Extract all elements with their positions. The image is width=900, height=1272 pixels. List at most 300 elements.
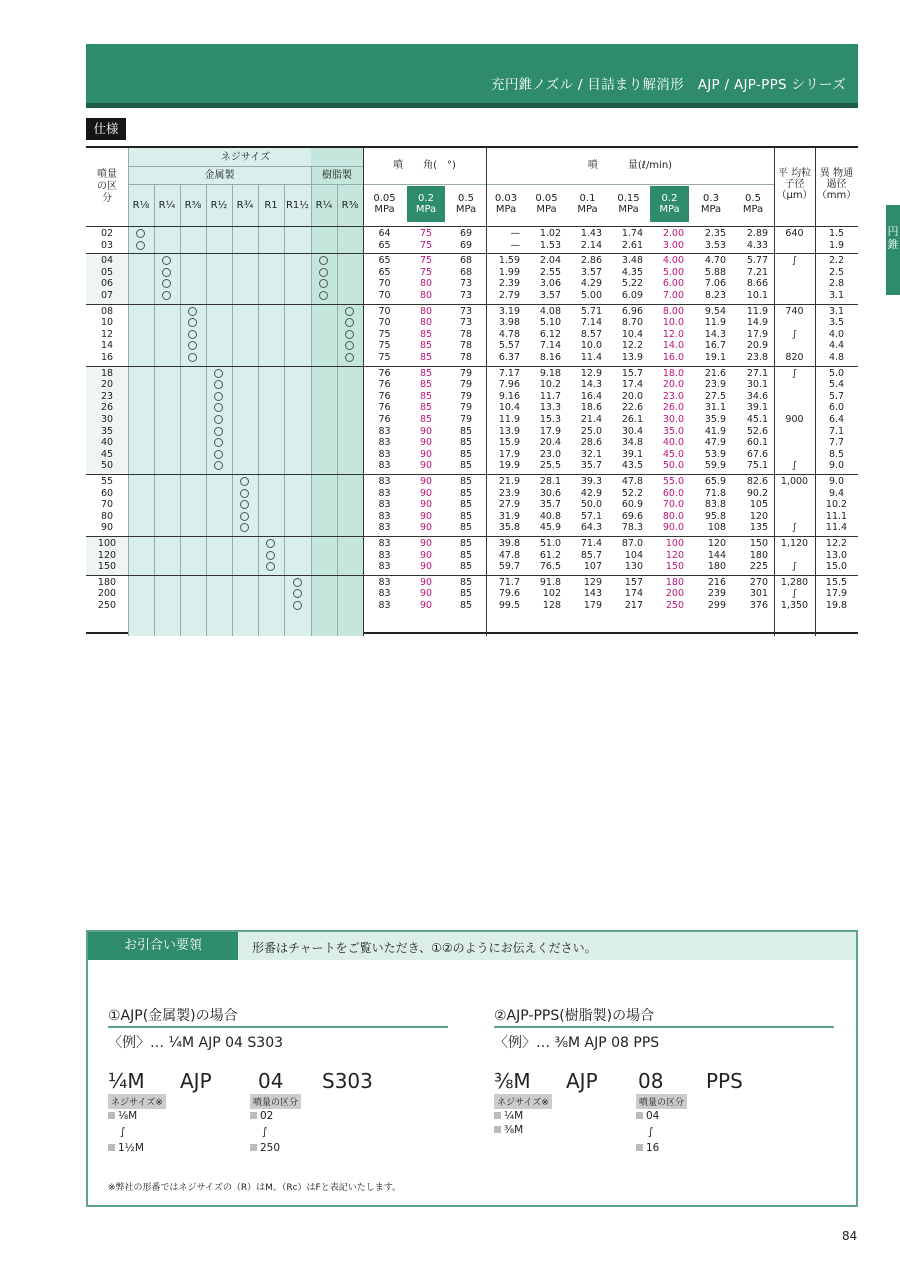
- spray-angle: 85: [459, 499, 473, 511]
- flow-rate: 2.00: [662, 228, 684, 239]
- spray-angle: 65: [378, 239, 391, 251]
- nozzle-code: 05: [100, 266, 114, 278]
- flow-rate: 45.1: [746, 414, 768, 425]
- header-metal: 金属製: [204, 169, 235, 181]
- passage-diameter: 11.1: [825, 510, 848, 522]
- flow-rate: 16.0: [662, 352, 684, 363]
- header-thread: ネジサイズ: [220, 151, 271, 163]
- flow-rate: 20.0: [662, 379, 684, 391]
- right-label-flow: 噴量の区分: [636, 1094, 687, 1109]
- group-rule: [86, 536, 858, 537]
- spray-angle: 83: [378, 538, 391, 549]
- thread-available-mark: [293, 589, 302, 598]
- flow-rate: 69.6: [621, 510, 643, 522]
- left-thread-option: 1½M: [108, 1142, 144, 1154]
- flow-rate: 143: [583, 588, 602, 600]
- header-flow-pressure: 0.1 MPa: [577, 193, 598, 215]
- rule: [154, 184, 155, 636]
- thread-available-mark: [293, 578, 302, 587]
- header-flow-pressure: 0.05 MPa: [535, 193, 558, 215]
- passage-diameter: 1.9: [828, 239, 845, 251]
- right-title: ②AJP-PPS(樹脂製)の場合: [494, 1008, 655, 1024]
- spray-angle: 79: [459, 367, 473, 379]
- flow-rate: 91.8: [539, 576, 561, 588]
- flow-rate: 9.18: [539, 367, 561, 379]
- flow-rate: 1.74: [621, 228, 643, 239]
- spray-angle: 85: [459, 510, 473, 522]
- spray-angle: 73: [459, 290, 473, 301]
- nozzle-code: 07: [100, 290, 114, 301]
- passage-diameter: 2.2: [828, 255, 845, 267]
- spray-angle: 64: [378, 228, 391, 239]
- spray-angle: 70: [378, 317, 391, 329]
- passage-diameter: 3.1: [828, 305, 845, 317]
- passage-diameter: 4.4: [828, 340, 845, 352]
- spray-angle: 90: [419, 460, 433, 472]
- flow-rate: 75.1: [746, 460, 768, 472]
- thread-available-mark: [345, 330, 354, 339]
- particle-size: ∫: [792, 522, 797, 534]
- spray-angle: 80: [419, 317, 433, 329]
- flow-rate: 3.57: [539, 290, 561, 301]
- particle-size: ∫: [792, 561, 797, 573]
- thread-available-mark: [214, 427, 223, 436]
- passage-diameter: 6.4: [828, 414, 845, 425]
- flow-rate: 28.1: [539, 476, 561, 487]
- header-thread-size: R1½: [285, 199, 309, 211]
- right-flow-option: 16: [636, 1142, 659, 1154]
- flow-rate: 1.43: [580, 228, 602, 239]
- left-part-flow: 04: [258, 1069, 284, 1093]
- flow-rate: 34.6: [746, 390, 768, 402]
- nozzle-code: 180: [97, 576, 117, 588]
- spray-angle: 90: [419, 588, 433, 600]
- flow-rate: 120: [707, 538, 726, 549]
- flow-rate: 4.33: [746, 239, 768, 251]
- right-part-size: ⅜M: [494, 1069, 531, 1093]
- flow-rate: 299: [707, 600, 726, 611]
- flow-rate: 25.5: [539, 460, 561, 472]
- spray-angle: 85: [419, 328, 433, 340]
- group-rule: [86, 474, 858, 475]
- particle-size: 640: [785, 228, 804, 239]
- nozzle-code: 14: [100, 340, 114, 352]
- thread-available-mark: [188, 330, 197, 339]
- flow-rate: 39.8: [498, 538, 520, 549]
- spray-angle: 76: [378, 414, 391, 425]
- flow-rate: 5.00: [580, 290, 602, 301]
- flow-rate: 70.0: [662, 499, 684, 511]
- flow-rate: 18.6: [580, 402, 602, 414]
- flow-rate: 53.9: [704, 448, 726, 460]
- thread-available-mark: [214, 392, 223, 401]
- flow-rate: 5.77: [746, 255, 768, 267]
- header-thread-size: R⅜: [184, 199, 202, 211]
- spray-angle: 90: [419, 437, 433, 449]
- flow-rate: 7.06: [704, 278, 726, 290]
- flow-rate: 45.9: [539, 522, 561, 534]
- flow-rate: 4.00: [662, 255, 684, 267]
- nozzle-code: 04: [100, 255, 114, 267]
- flow-rate: 21.9: [498, 476, 520, 487]
- flow-rate: 1.02: [539, 228, 561, 239]
- right-part-model: AJP: [566, 1069, 598, 1093]
- flow-rate: 21.4: [580, 414, 602, 425]
- flow-rate: 16.4: [580, 390, 602, 402]
- nozzle-code: 120: [97, 549, 117, 561]
- flow-rate: 144: [707, 549, 726, 561]
- flow-rate: 20.4: [539, 437, 561, 449]
- flow-rate: 120: [665, 549, 684, 561]
- spray-angle: 68: [459, 266, 473, 278]
- flow-rate: 30.4: [621, 425, 643, 437]
- spray-angle: 73: [459, 278, 473, 290]
- flow-rate: 64.3: [580, 522, 602, 534]
- flow-rate: 2.55: [539, 266, 561, 278]
- flow-rate: 23.0: [662, 390, 684, 402]
- passage-diameter: 3.1: [828, 290, 845, 301]
- spray-angle: 83: [378, 588, 391, 600]
- passage-diameter: 8.5: [828, 448, 845, 460]
- header-angle-pressure: 0.2 MPa: [407, 186, 445, 222]
- thread-available-mark: [214, 369, 223, 378]
- flow-rate: 51.0: [539, 538, 561, 549]
- flow-rate: 76.5: [539, 561, 561, 573]
- right-thread-option: ¼M: [494, 1110, 523, 1122]
- flow-rate: 3.57: [580, 266, 602, 278]
- flow-rate: 174: [624, 588, 643, 600]
- group-rule: [86, 366, 858, 367]
- flow-rate: 5.88: [704, 266, 726, 278]
- flow-rate: 4.29: [580, 278, 602, 290]
- flow-rate: 100: [665, 538, 684, 549]
- flow-rate: 239: [707, 588, 726, 600]
- nozzle-code: 100: [97, 538, 117, 549]
- nozzle-code: 90: [100, 522, 114, 534]
- header-thread-size: R¼: [158, 199, 176, 211]
- spray-angle: 90: [419, 499, 433, 511]
- flow-rate: 60.1: [746, 437, 768, 449]
- spray-angle: 70: [378, 305, 391, 317]
- flow-rate: 1.99: [498, 266, 520, 278]
- spray-angle: 75: [419, 255, 433, 267]
- spray-angle: 65: [378, 266, 391, 278]
- flow-rate: 7.17: [498, 367, 520, 379]
- flow-rate: 5.71: [580, 305, 602, 317]
- passage-diameter: 5.0: [828, 367, 845, 379]
- right-part-material: PPS: [706, 1069, 743, 1093]
- passage-diameter: 2.8: [828, 278, 845, 290]
- header-thread-size: R⅛: [132, 199, 150, 211]
- flow-rate: 4.35: [621, 266, 643, 278]
- flow-rate: 11.4: [580, 352, 602, 363]
- spray-angle: 85: [459, 476, 473, 487]
- flow-rate: 2.89: [746, 228, 768, 239]
- flow-rate: 7.21: [746, 266, 768, 278]
- passage-diameter: 6.0: [828, 402, 845, 414]
- flow-rate: 2.39: [498, 278, 520, 290]
- spray-angle: 83: [378, 600, 391, 611]
- flow-rate: 10.4: [621, 328, 643, 340]
- left-thread-option: ⅛M: [108, 1110, 137, 1122]
- flow-rate: 30.1: [746, 379, 768, 391]
- spray-angle: 85: [419, 340, 433, 352]
- flow-rate: 150: [665, 561, 684, 573]
- passage-diameter: 19.8: [825, 600, 848, 611]
- header-thread-size: R¼: [315, 199, 333, 211]
- passage-diameter: 15.5: [825, 576, 848, 588]
- passage-diameter: 1.5: [828, 228, 845, 239]
- thread-available-mark: [266, 551, 275, 560]
- flow-rate: 4.78: [498, 328, 520, 340]
- flow-rate: 8.16: [539, 352, 561, 363]
- flow-rate: 7.00: [662, 290, 684, 301]
- spray-angle: 76: [378, 379, 391, 391]
- thread-available-mark: [214, 450, 223, 459]
- group-rule: [86, 253, 858, 254]
- nozzle-code: 150: [97, 561, 117, 573]
- flow-rate: 27.9: [498, 499, 520, 511]
- flow-rate: 376: [749, 600, 768, 611]
- flow-rate: 39.1: [621, 448, 643, 460]
- flow-rate: 61.2: [539, 549, 561, 561]
- left-example: 〈例〉… ¼M AJP 04 S303: [108, 1035, 284, 1051]
- flow-rate: 10.4: [498, 402, 520, 414]
- spray-angle: 80: [419, 290, 433, 301]
- flow-rate: 42.9: [580, 487, 602, 499]
- ordering-intro: 形番はチャートをご覧いただき、①②のようにお伝えください。: [252, 941, 597, 955]
- right-flow-range: ∫: [648, 1126, 654, 1138]
- spray-angle: 70: [378, 290, 391, 301]
- rule: [258, 184, 259, 636]
- flow-rate: 4.08: [539, 305, 561, 317]
- passage-diameter: 9.0: [828, 460, 845, 472]
- right-label-thread: ネジサイズ※: [494, 1094, 552, 1109]
- flow-rate: 107: [583, 561, 602, 573]
- flow-rate: 8.57: [580, 328, 602, 340]
- rule: [311, 184, 312, 636]
- spray-angle: 75: [419, 266, 433, 278]
- spray-angle: 83: [378, 476, 391, 487]
- flow-rate: 50.0: [662, 460, 684, 472]
- spray-angle: 83: [378, 561, 391, 573]
- rule: [363, 184, 774, 185]
- flow-rate: 59.9: [704, 460, 726, 472]
- flow-rate: 225: [749, 561, 768, 573]
- page-header: [86, 44, 858, 108]
- flow-rate: 14.3: [580, 379, 602, 391]
- flow-rate: 25.0: [580, 425, 602, 437]
- flow-rate: 180: [665, 576, 684, 588]
- flow-rate: 13.3: [539, 402, 561, 414]
- spray-angle: 83: [378, 425, 391, 437]
- left-flow-option: 02: [250, 1110, 273, 1122]
- flow-rate: 7.14: [539, 340, 561, 352]
- flow-rate: 11.7: [539, 390, 561, 402]
- header-flow-pressure: 0.5 MPa: [742, 193, 764, 215]
- passage-diameter: 4.8: [828, 352, 845, 363]
- flow-rate: 85.7: [580, 549, 602, 561]
- spray-angle: 79: [459, 379, 473, 391]
- thread-available-mark: [345, 307, 354, 316]
- nozzle-code: 12: [100, 328, 114, 340]
- spray-angle: 83: [378, 448, 391, 460]
- rule: [337, 184, 338, 636]
- flow-rate: 67.6: [746, 448, 768, 460]
- flow-rate: 57.1: [580, 510, 602, 522]
- nozzle-code: 80: [100, 510, 114, 522]
- nozzle-code: 40: [100, 437, 114, 449]
- thread-available-mark: [136, 229, 145, 238]
- nozzle-code: 250: [97, 600, 117, 611]
- spray-angle: 76: [378, 390, 391, 402]
- passage-diameter: 12.2: [825, 538, 848, 549]
- flow-rate: 18.0: [662, 367, 684, 379]
- flow-rate: 6.12: [539, 328, 561, 340]
- rule: [128, 166, 363, 167]
- nozzle-code: 16: [100, 352, 114, 363]
- flow-rate: 2.14: [580, 239, 602, 251]
- flow-rate: 55.0: [662, 476, 684, 487]
- flow-rate: 216: [707, 576, 726, 588]
- spray-angle: 83: [378, 522, 391, 534]
- spray-angle: 90: [419, 576, 433, 588]
- flow-rate: 16.7: [704, 340, 726, 352]
- flow-rate: 80.0: [662, 510, 684, 522]
- flow-rate: 128: [542, 600, 561, 611]
- flow-rate: 7.96: [498, 379, 520, 391]
- flow-rate: 52.2: [621, 487, 643, 499]
- spray-angle: 85: [459, 460, 473, 472]
- flow-rate: 11.9: [704, 317, 726, 329]
- flow-rate: 104: [624, 549, 643, 561]
- flow-rate: 8.66: [746, 278, 768, 290]
- header-nozzle: 噴量の区分: [97, 169, 117, 204]
- spray-angle: 85: [459, 425, 473, 437]
- header-thread-size: R½: [210, 199, 228, 211]
- flow-rate: 4.70: [704, 255, 726, 267]
- spray-angle: 83: [378, 487, 391, 499]
- flow-rate: 14.9: [746, 317, 768, 329]
- thread-available-mark: [240, 512, 249, 521]
- group-rule: [86, 575, 858, 576]
- spray-angle: 78: [459, 340, 473, 352]
- nozzle-code: 45: [100, 448, 114, 460]
- flow-rate: 179: [583, 600, 602, 611]
- flow-rate: —: [510, 228, 520, 239]
- particle-size: ∫: [792, 588, 797, 600]
- flow-rate: 129: [583, 576, 602, 588]
- flow-rate: 17.4: [621, 379, 643, 391]
- rule: [232, 184, 233, 636]
- spray-angle: 90: [419, 425, 433, 437]
- spray-angle: 85: [459, 538, 473, 549]
- flow-rate: 21.6: [704, 367, 726, 379]
- flow-rate: 2.86: [580, 255, 602, 267]
- right-title-rule: [494, 1026, 834, 1028]
- spray-angle: 85: [459, 600, 473, 611]
- spray-angle: 83: [378, 437, 391, 449]
- ordering-box: [86, 930, 858, 1207]
- flow-rate: 13.9: [621, 352, 643, 363]
- left-part-model: AJP: [180, 1069, 212, 1093]
- rule: [180, 184, 181, 636]
- thread-available-mark: [188, 307, 197, 316]
- flow-rate: 9.54: [704, 305, 726, 317]
- particle-size: ∫: [792, 255, 797, 267]
- passage-diameter: 9.0: [828, 476, 845, 487]
- spray-angle: 83: [378, 499, 391, 511]
- flow-rate: 3.00: [662, 239, 684, 251]
- nozzle-code: 70: [100, 499, 114, 511]
- passage-diameter: 2.5: [828, 266, 845, 278]
- spray-angle: 90: [419, 538, 433, 549]
- particle-size: 1,280: [780, 576, 809, 588]
- flow-rate: 20.9: [746, 340, 768, 352]
- spray-angle: 75: [378, 340, 391, 352]
- passage-diameter: 10.2: [825, 499, 848, 511]
- flow-rate: 14.0: [662, 340, 684, 352]
- flow-rate: 120: [749, 510, 768, 522]
- flow-rate: 15.7: [621, 367, 643, 379]
- flow-rate: 90.0: [662, 522, 684, 534]
- flow-rate: 60.9: [621, 499, 643, 511]
- flow-rate: 6.96: [621, 305, 643, 317]
- flow-rate: 11.9: [746, 305, 768, 317]
- section-label: 仕様: [86, 118, 126, 140]
- flow-rate: 15.3: [539, 414, 561, 425]
- spray-angle: 85: [419, 379, 433, 391]
- flow-rate: 20.0: [621, 390, 643, 402]
- flow-rate: 5.57: [498, 340, 520, 352]
- nozzle-code: 03: [100, 239, 114, 251]
- left-label-flow: 噴量の区分: [250, 1094, 301, 1109]
- flow-rate: 108: [707, 522, 726, 534]
- spray-angle: 70: [378, 278, 391, 290]
- flow-rate: 26.1: [621, 414, 643, 425]
- group-rule: [86, 304, 858, 305]
- flow-rate: 180: [707, 561, 726, 573]
- flow-rate: 3.98: [498, 317, 520, 329]
- flow-rate: 78.3: [621, 522, 643, 534]
- thread-available-mark: [319, 291, 328, 300]
- spec-table: [86, 146, 858, 634]
- flow-rate: 5.10: [539, 317, 561, 329]
- spray-angle: 85: [459, 487, 473, 499]
- flow-rate: 9.16: [498, 390, 520, 402]
- flow-rate: 45.0: [662, 448, 684, 460]
- flow-rate: 35.7: [580, 460, 602, 472]
- flow-rate: 6.37: [498, 352, 520, 363]
- nozzle-code: 10: [100, 317, 114, 329]
- spray-angle: 83: [378, 549, 391, 561]
- thread-available-mark: [162, 291, 171, 300]
- flow-rate: —: [510, 239, 520, 251]
- spray-angle: 85: [459, 549, 473, 561]
- header-flow: 噴 量(ℓ/min): [587, 159, 673, 171]
- flow-rate: 31.1: [704, 402, 726, 414]
- spray-angle: 69: [459, 228, 473, 239]
- spray-angle: 75: [378, 352, 391, 363]
- spray-angle: 90: [419, 487, 433, 499]
- spray-angle: 69: [459, 239, 473, 251]
- flow-rate: 22.6: [621, 402, 643, 414]
- spray-angle: 85: [459, 522, 473, 534]
- passage-diameter: 4.0: [828, 328, 845, 340]
- nozzle-code: 200: [97, 588, 117, 600]
- flow-rate: 17.9: [746, 328, 768, 340]
- spray-angle: 85: [459, 437, 473, 449]
